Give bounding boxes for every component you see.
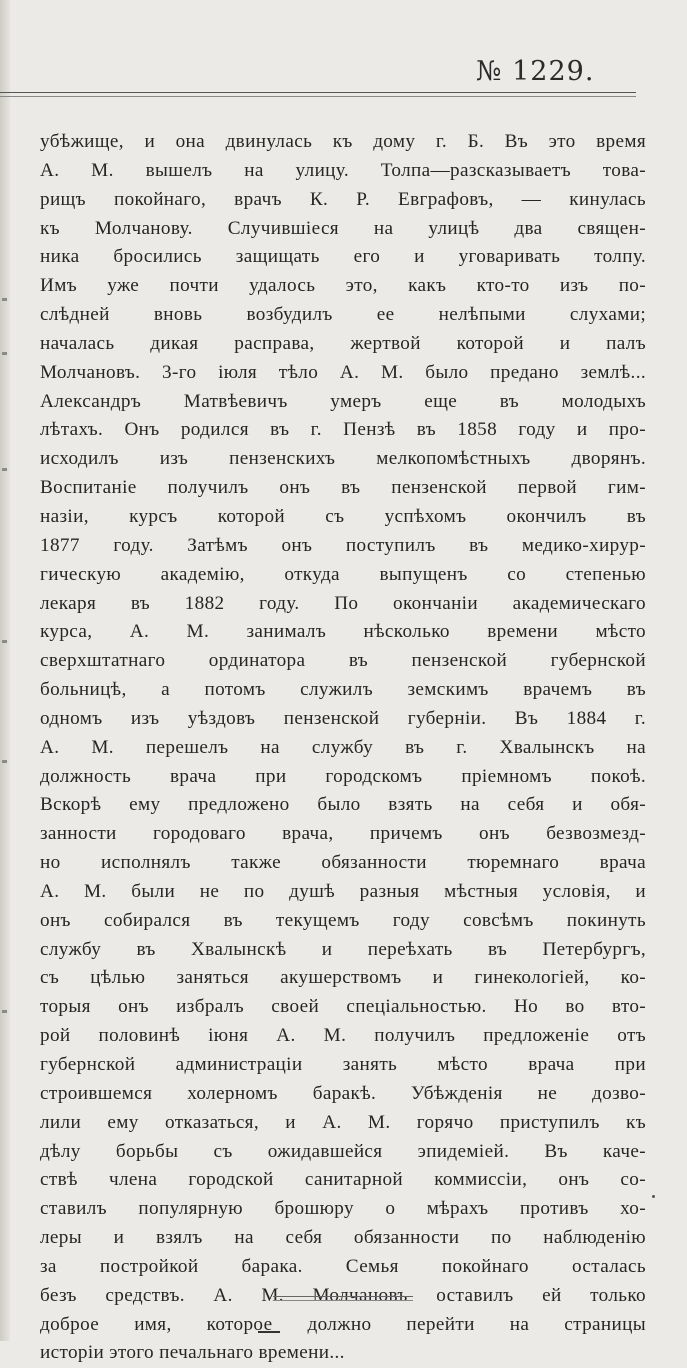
text-line: исходилъ изъ пензенскихъ мелкопомѣстныхъ дворянъ. [40, 448, 646, 470]
text-line: слѣдней вновь возбудилъ ее нелѣпыми слухами; [40, 304, 646, 326]
text-line: занности городоваго врача, причемъ онъ безвозмезд- [40, 823, 646, 845]
edge-mark [2, 760, 7, 763]
text-line: онъ собирался въ текущемъ году совсѣмъ покинуть [40, 909, 646, 931]
text-line: но исполнялъ также обязанности тюремнаго врача [40, 852, 646, 874]
text-line: рой половинѣ іюня А. М. получилъ предложеніе отъ [40, 1025, 646, 1047]
text-line: А. М. перешелъ на службу въ г. Хвалынскъ на [40, 736, 646, 758]
text-line: убѣжище, и она двинулась къ дому г. Б. Въ это время [40, 131, 646, 152]
text-line: рищъ покойнаго, врачъ К. Р. Евграфовъ, — кинулась [40, 188, 646, 210]
text-line: исторіи этого печальнаго времени... [40, 1342, 345, 1364]
text-line: Воспитаніе получилъ онъ въ пензенской первой гим- [40, 477, 646, 499]
text-line: сверхштатнаго ординатора въ пензенской губернской [40, 650, 646, 672]
text-line: ставилъ популярную брошюру о мѣрахъ противъ хо- [40, 1198, 646, 1220]
text-line: должность врача при городскомъ пріемномъ покоѣ. [40, 765, 646, 787]
edge-mark [2, 352, 7, 355]
edge-mark [2, 1010, 7, 1013]
text-line: одномъ изъ уѣздовъ пензенской губерніи. Въ 1884 г. [40, 707, 646, 729]
issue-number: № 1229. [476, 56, 595, 87]
text-line: ника бросились защищать его и уговаривать толпу. [40, 246, 646, 268]
text-line: лекаря въ 1882 году. По окончаніи академическаго [40, 592, 646, 614]
text-line: назіи, курсъ которой съ успѣхомъ окончилъ въ [40, 505, 646, 527]
text-line: гическую академію, откуда выпущенъ со степенью [40, 563, 646, 585]
edge-mark [2, 298, 7, 301]
edge-mark [2, 640, 7, 643]
text-line: безъ средствъ. А. М. Молчановъ оставилъ ей только [40, 1284, 646, 1306]
text-line: Молчановъ. 3-го іюля тѣло А. М. было предано землѣ... [40, 361, 646, 383]
section-end-rule [273, 1296, 413, 1297]
text-line: 1877 году. Затѣмъ онъ поступилъ въ медико-хирур- [40, 534, 646, 556]
text-line: губернской администраціи занять мѣсто врача при [40, 1054, 646, 1075]
text-line: торыя онъ избралъ своей спеціальностью. Но во вто- [40, 996, 646, 1018]
print-speck [652, 1195, 655, 1198]
section-end-rule-secondary [273, 1300, 413, 1301]
text-line: леры и взялъ на себя обязанности по наблюденію [40, 1227, 646, 1249]
text-line: Имъ уже почти удалось это, какъ кто-то изъ по- [40, 275, 646, 297]
text-line: А. М. были не по душѣ разныя мѣстныя условія, и [40, 880, 646, 902]
text-line: Вскорѣ ему предложено было взять на себя и обя- [40, 794, 646, 816]
text-line: ствѣ члена городской санитарной коммиссіи, онъ со- [40, 1169, 646, 1191]
text-line: Александръ Матвѣевичъ умеръ еще въ молодыхъ [40, 390, 646, 412]
text-line: лѣтахъ. Онъ родился въ г. Пензѣ въ 1858 году и про- [40, 419, 646, 441]
text-line: доброе имя, которое должно перейти на страницы [40, 1313, 646, 1335]
text-line: дѣлу борьбы съ ожидавшейся эпидеміей. Въ каче- [40, 1140, 646, 1162]
header-rule [0, 92, 636, 93]
text-line: курса, А. М. занималъ нѣсколько времени мѣсто [40, 621, 646, 643]
text-line: службу въ Хвалынскѣ и переѣхать въ Петербургъ, [40, 938, 646, 960]
text-line: за постройкой барака. Семья покойнаго осталась [40, 1255, 646, 1277]
header-rule-secondary [0, 96, 636, 97]
text-line: съ цѣлью заняться акушерствомъ и гинекологіей, ко- [40, 967, 646, 989]
text-line: къ Молчанову. Случившіеся на улицѣ два священ- [40, 217, 646, 239]
text-line: строившемся холерномъ баракѣ. Убѣжденія не дозво- [40, 1082, 646, 1104]
article-text [40, 128, 646, 1368]
text-line: больницѣ, а потомъ служилъ земскимъ врачемъ въ [40, 679, 646, 701]
text-line: А. М. вышелъ на улицу. Толпа—разсказываетъ това- [40, 159, 646, 181]
text-line: началась дикая расправа, жертвой которой и палъ [40, 332, 646, 354]
page-edge [0, 0, 10, 1341]
next-heading-fragment [258, 1331, 280, 1343]
edge-mark [2, 468, 7, 471]
text-line: лили ему отказаться, и А. М. горячо приступилъ къ [40, 1111, 646, 1133]
